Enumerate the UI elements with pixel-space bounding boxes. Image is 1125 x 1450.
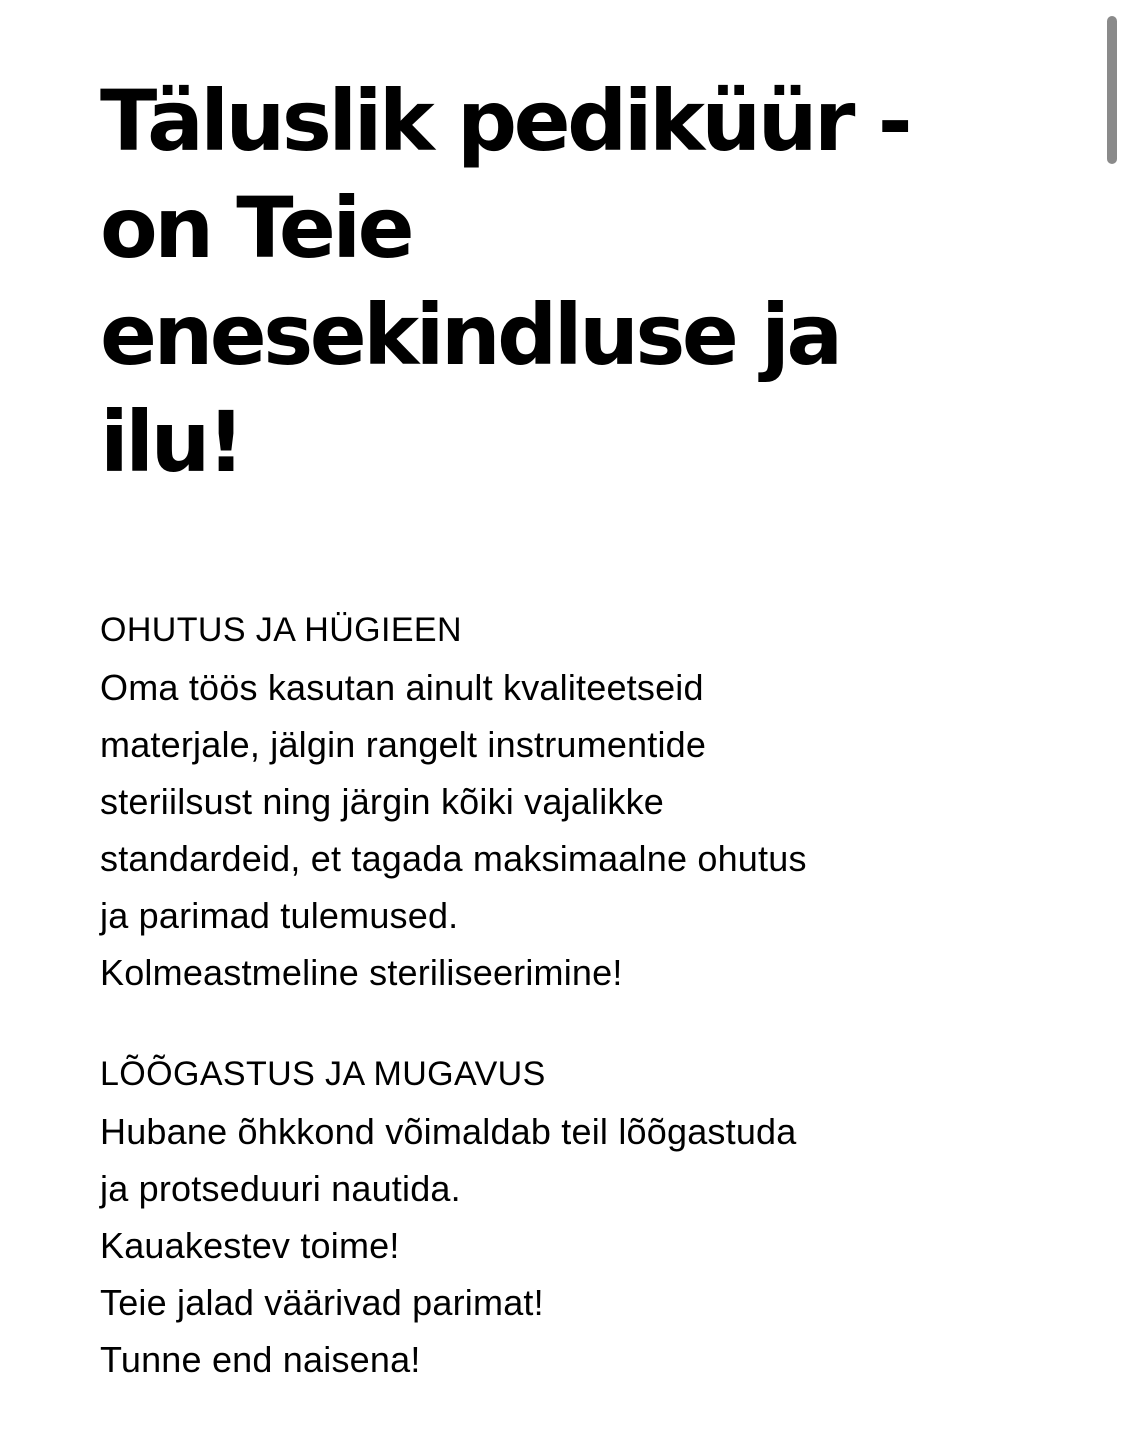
section-relaxation-comfort (100, 1046, 1000, 1388)
section-text-line: ja protseduuri nautida. (100, 1168, 461, 1209)
section-text-line: standardeid, et tagada maksimaalne ohutus (100, 838, 807, 879)
section-heading: LÕÕGASTUS JA MUGAVUS (100, 1055, 546, 1093)
hero-title-line: ilu! (100, 393, 242, 491)
section-safety-hygiene (100, 602, 1000, 1001)
hero-title (100, 68, 960, 496)
section-text-line: Tunne end naisena! (100, 1339, 421, 1380)
section-text-line: Hubane õhkkond võimaldab teil lõõgastuda (100, 1111, 797, 1152)
section-text-line: ja parimad tulemused. (100, 895, 459, 936)
hero-title-line: on Teie (100, 179, 412, 277)
section-text-line: steriilsust ning järgin kõiki vajalikke (100, 781, 665, 822)
section-text-line: materjale, jälgin rangelt instrumentide (100, 724, 707, 765)
hero-title-line: enesekindluse ja (100, 286, 840, 384)
hero-title-line: Täluslik pediküür - (100, 72, 910, 170)
section-text-line: Kolmeastmeline steriliseerimine! (100, 952, 623, 993)
section-text-line: Oma töös kasutan ainult kvaliteetseid (100, 667, 704, 708)
section-text-line: Teie jalad väärivad parimat! (100, 1282, 544, 1323)
section-heading: OHUTUS JA HÜGIEEN (100, 611, 462, 649)
section-text-line: Kauakestev toime! (100, 1225, 400, 1266)
scrollbar-thumb[interactable] (1107, 16, 1117, 164)
